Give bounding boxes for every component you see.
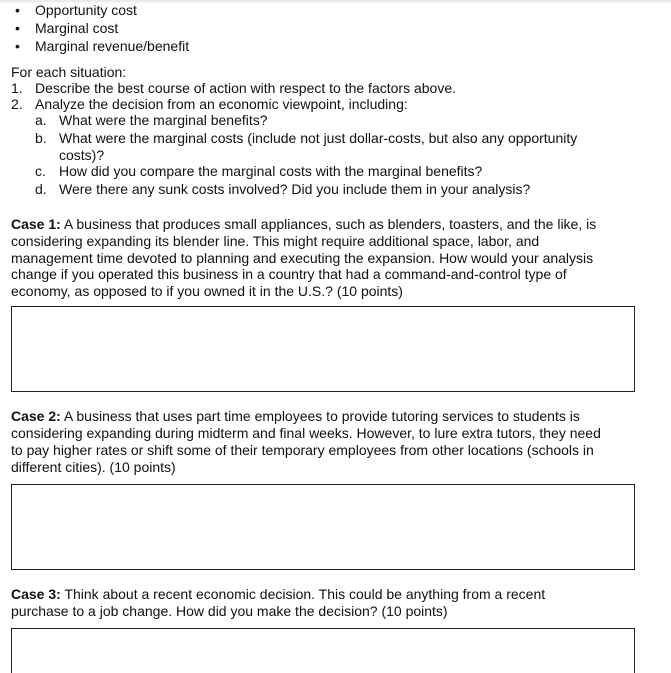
- case-3-line: [11, 585, 545, 603]
- case-2-label: Case 2:: [11, 408, 61, 424]
- substep-marker: a.: [35, 112, 47, 128]
- substep-text: How did you compare the marginal costs with the marginal benefits?: [59, 163, 483, 179]
- step-marker: 2.: [11, 96, 23, 112]
- factor-item: Opportunity cost: [35, 2, 137, 18]
- case-1-line: change if you operated this business in a country that had a command-and-control type of: [11, 266, 567, 282]
- step-marker: 1.: [11, 80, 23, 96]
- case-2-line: [11, 407, 580, 425]
- substep-marker: b.: [35, 130, 47, 146]
- case-3-answer-box[interactable]: [11, 628, 635, 673]
- step-text: Describe the best course of action with respect to the factors above.: [35, 80, 456, 96]
- substep-marker: d.: [35, 181, 47, 197]
- case-1-line: economy, as opposed to if you owned it in the U.S.? (10 points): [11, 283, 403, 299]
- case-1-text: A business that produces small appliances, such as blenders, toasters, and the like, is: [60, 216, 597, 232]
- case-2-text: A business that uses part time employees to provide tutoring services to students is: [60, 408, 580, 424]
- substep-text: Were there any sunk costs involved? Did you include them in your analysis?: [59, 181, 531, 197]
- factor-item: Marginal revenue/benefit: [35, 38, 190, 54]
- substep-text: costs)?: [59, 147, 105, 163]
- case-3-text: Think about a recent economic decision. This could be anything from a recent: [60, 586, 546, 602]
- case-2-line: considering expanding during midterm and final weeks. However, to lure extra tutors, they need: [11, 425, 601, 441]
- case-1-answer-box[interactable]: [11, 306, 635, 392]
- substep-text: What were the marginal benefits?: [59, 112, 268, 128]
- bullet-icon: •: [15, 20, 20, 36]
- substep-marker: c.: [35, 163, 46, 179]
- case-1-line: considering expanding its blender line. This might require additional space, labor, and: [11, 233, 540, 249]
- case-1-line: management time devoted to planning and executing the expansion. How would your analysis: [11, 250, 594, 266]
- case-2-line: to pay higher rates or shift some of their temporary employees from other locations (schools in: [11, 442, 594, 458]
- case-3-label: Case 3:: [11, 586, 61, 602]
- step-text: Analyze the decision from an economic viewpoint, including:: [35, 96, 408, 112]
- case-1-line: [11, 215, 596, 233]
- case-2-answer-box[interactable]: [11, 484, 635, 570]
- intro-text: For each situation:: [11, 64, 127, 80]
- case-1-label: Case 1:: [11, 216, 61, 232]
- bullet-icon: •: [15, 38, 20, 54]
- substep-text: What were the marginal costs (include not just dollar-costs, but also any opportunity: [59, 130, 578, 146]
- case-3-line: purchase to a job change. How did you make the decision? (10 points): [11, 603, 448, 619]
- bullet-icon: •: [15, 2, 20, 18]
- factor-item: Marginal cost: [35, 20, 119, 36]
- case-2-line: different cities). (10 points): [11, 459, 176, 475]
